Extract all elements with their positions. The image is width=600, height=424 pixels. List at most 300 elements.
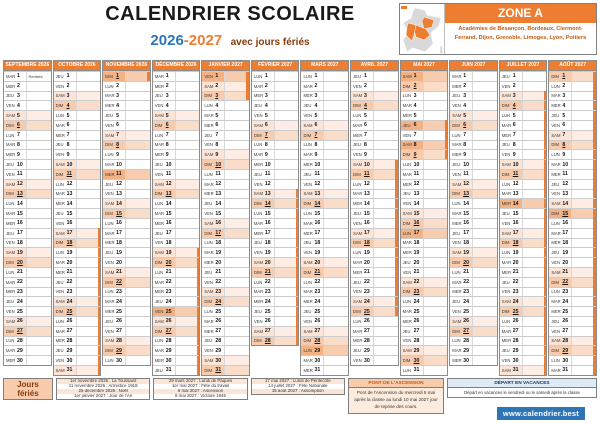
day-row	[401, 296, 448, 306]
day-number: 29	[66, 347, 73, 354]
day-note	[224, 111, 249, 120]
day-number: 3	[165, 92, 169, 99]
day-note	[76, 346, 101, 355]
day-note	[125, 278, 150, 287]
day-note	[522, 307, 547, 316]
day-row	[351, 316, 398, 326]
day-abbrev: LUN	[154, 132, 164, 138]
day-row	[549, 365, 596, 375]
day-number: 10	[463, 161, 469, 168]
day-note	[224, 92, 249, 101]
day-number: 30	[413, 357, 420, 364]
day-number: 7	[562, 132, 566, 139]
day-abbrev: MAR	[452, 73, 462, 79]
holidays-column-3	[251, 378, 345, 395]
day-note	[423, 288, 448, 297]
day-note	[274, 150, 299, 159]
day-number: 22	[215, 279, 222, 286]
day-abbrev: MAR	[551, 367, 561, 373]
day-number: 12	[17, 181, 23, 188]
day-number: 18	[66, 239, 73, 246]
day-row	[153, 198, 200, 208]
day-row	[450, 110, 497, 120]
day-row	[500, 267, 547, 277]
day-note	[274, 209, 299, 218]
vacation-bar	[197, 248, 200, 257]
day-number: 19	[512, 249, 519, 256]
day-note	[323, 101, 348, 110]
day-note	[125, 297, 150, 306]
day-number: 18	[413, 239, 420, 246]
day-number: 12	[215, 181, 222, 188]
day-number: 29	[413, 347, 420, 354]
day-number: 30	[463, 357, 469, 364]
vacation-bar	[593, 111, 596, 120]
vacation-bar	[593, 199, 596, 208]
day-number: 19	[215, 249, 222, 256]
day-note	[224, 170, 249, 179]
day-abbrev: MAR	[154, 142, 165, 148]
day-row	[103, 179, 150, 189]
day-note	[423, 170, 448, 179]
day-note	[373, 150, 398, 159]
day-number: 22	[463, 279, 469, 286]
day-number: 15	[215, 210, 222, 217]
day-note	[571, 288, 596, 297]
day-abbrev: JEU	[105, 250, 114, 256]
day-number: 13	[314, 190, 321, 197]
day-number: 22	[264, 279, 271, 286]
vacation-bar	[197, 326, 200, 335]
day-note	[76, 307, 101, 316]
day-number: 7	[116, 132, 120, 139]
vacation-bar	[593, 130, 596, 139]
day-note	[175, 150, 200, 159]
day-note	[175, 337, 200, 346]
day-abbrev: MER	[154, 152, 165, 158]
day-abbrev: VEN	[551, 191, 560, 197]
day-number: 29	[463, 347, 469, 354]
day-abbrev: SAM	[6, 318, 16, 324]
day-note	[423, 209, 448, 218]
day-row	[401, 228, 448, 238]
day-number: 15	[165, 210, 172, 217]
day-row	[351, 149, 398, 159]
day-note	[26, 258, 51, 267]
day-number: 30	[116, 357, 122, 364]
day-row	[252, 218, 299, 228]
day-row	[153, 306, 200, 316]
day-abbrev: DIM	[6, 191, 14, 197]
day-row	[252, 159, 299, 169]
day-number: 1	[314, 73, 318, 80]
day-row	[450, 218, 497, 228]
day-row	[450, 355, 497, 365]
day-row	[500, 149, 547, 159]
day-number: 22	[165, 279, 172, 286]
day-note	[571, 141, 596, 150]
day-row	[351, 91, 398, 101]
day-abbrev: JEU	[6, 162, 14, 168]
day-number: 23	[512, 288, 519, 295]
day-note	[472, 82, 497, 91]
day-row	[401, 336, 448, 346]
day-abbrev: SAM	[303, 260, 313, 266]
day-row	[401, 91, 448, 101]
day-abbrev: VEN	[6, 103, 15, 109]
vacation-bar	[98, 238, 101, 247]
day-number: 7	[215, 132, 219, 139]
day-note	[472, 317, 497, 326]
day-note	[522, 101, 547, 110]
day-number: 15	[562, 210, 569, 217]
day-abbrev: JEU	[154, 367, 163, 373]
day-number: 26	[314, 318, 321, 325]
day-note	[26, 199, 51, 208]
day-row	[301, 169, 348, 179]
day-note	[26, 150, 51, 159]
day-row	[54, 100, 101, 110]
day-note	[522, 337, 547, 346]
day-abbrev: VEN	[55, 289, 65, 295]
day-abbrev: LUN	[204, 309, 213, 315]
day-note	[26, 337, 51, 346]
day-abbrev: DIM	[154, 260, 163, 266]
day-row	[202, 267, 249, 277]
day-number: 24	[512, 298, 519, 305]
day-number: 13	[562, 190, 569, 197]
day-row	[153, 365, 200, 375]
day-row	[202, 208, 249, 218]
day-number: 28	[364, 337, 370, 344]
day-note	[472, 297, 497, 306]
vacation-bar	[593, 218, 596, 227]
day-row	[549, 110, 596, 120]
day-note	[125, 209, 150, 218]
vacation-bar	[593, 228, 596, 237]
day-abbrev: SAM	[6, 113, 16, 119]
day-abbrev: JEU	[353, 73, 361, 79]
day-note	[323, 278, 348, 287]
zone-box	[399, 3, 597, 55]
day-row	[103, 326, 150, 336]
day-number: 11	[463, 171, 469, 178]
day-row	[103, 110, 150, 120]
day-number: 16	[562, 220, 569, 227]
day-abbrev: SAM	[551, 338, 561, 344]
day-abbrev: DIM	[204, 230, 212, 236]
day-number: 20	[562, 259, 569, 266]
day-number: 16	[17, 220, 23, 227]
day-note	[175, 111, 200, 120]
day-number: 20	[364, 259, 370, 266]
holiday-entry: 29 mars 2027 : Lundi de Pâques	[154, 379, 246, 384]
day-abbrev: VEN	[154, 240, 164, 246]
day-number: 18	[512, 239, 519, 246]
day-row	[351, 110, 398, 120]
day-row	[4, 149, 51, 159]
day-note	[472, 248, 497, 257]
day-row	[153, 179, 200, 189]
day-note	[224, 82, 249, 91]
day-note	[76, 337, 101, 346]
day-abbrev: VEN	[551, 328, 560, 334]
day-abbrev: VEN	[204, 142, 213, 148]
day-number: 6	[165, 122, 169, 129]
day-abbrev: LUN	[551, 83, 560, 89]
month-column	[53, 60, 102, 376]
day-abbrev: LUN	[551, 220, 560, 226]
day-row	[252, 169, 299, 179]
day-abbrev: MER	[204, 122, 214, 128]
day-note	[76, 258, 101, 267]
day-row	[252, 238, 299, 248]
day-abbrev: SAM	[253, 328, 263, 334]
day-row	[401, 140, 448, 150]
vacation-bar	[593, 189, 596, 198]
day-note	[373, 141, 398, 150]
day-abbrev: DIM	[6, 328, 14, 334]
day-row	[202, 81, 249, 91]
vacation-bar	[395, 297, 398, 306]
day-row	[301, 198, 348, 208]
day-abbrev: JEU	[402, 260, 411, 266]
day-abbrev: MAR	[452, 348, 462, 354]
day-row	[500, 130, 547, 140]
page-title: CALENDRIER SCOLAIRE	[105, 3, 355, 25]
day-number: 9	[264, 151, 268, 158]
day-row	[301, 189, 348, 199]
day-number: 1	[215, 73, 219, 80]
vacation-bar	[395, 228, 398, 237]
day-note	[522, 239, 547, 248]
day-abbrev: JEU	[253, 240, 262, 246]
day-row	[450, 189, 497, 199]
day-number: 22	[364, 279, 370, 286]
day-row	[4, 130, 51, 140]
day-number: 8	[116, 141, 120, 148]
vacation-bar	[544, 111, 547, 120]
day-abbrev: MER	[6, 220, 16, 226]
day-row	[202, 149, 249, 159]
day-number: 17	[116, 230, 122, 237]
day-number: 16	[66, 220, 73, 227]
day-row	[54, 287, 101, 297]
day-number: 3	[116, 92, 120, 99]
day-abbrev: MAR	[303, 289, 313, 295]
day-abbrev: MER	[551, 309, 561, 315]
day-note	[323, 219, 348, 228]
day-abbrev: MER	[501, 269, 512, 275]
day-number: 26	[17, 318, 23, 325]
day-number: 6	[562, 122, 566, 129]
vacation-bar	[197, 258, 200, 267]
day-number: 17	[463, 230, 469, 237]
day-number: 22	[17, 279, 23, 286]
day-abbrev: VEN	[303, 250, 313, 256]
day-number: 7	[17, 132, 20, 139]
day-abbrev: MER	[55, 338, 65, 344]
day-row	[549, 81, 596, 91]
day-note	[571, 150, 596, 159]
day-row	[301, 91, 348, 101]
day-abbrev: VEN	[402, 338, 412, 344]
day-row	[4, 179, 51, 189]
day-note	[175, 288, 200, 297]
day-note	[472, 239, 497, 248]
day-note	[274, 229, 299, 238]
day-number: 15	[413, 210, 420, 217]
day-row	[301, 130, 348, 140]
day-abbrev: MAR	[402, 309, 412, 315]
day-note	[472, 337, 497, 346]
day-note	[125, 258, 150, 267]
day-number: 25	[364, 308, 370, 315]
day-row	[153, 120, 200, 130]
day-note	[224, 258, 249, 267]
day-number: 27	[116, 328, 122, 335]
day-abbrev: SAM	[551, 201, 561, 207]
day-abbrev: MER	[353, 338, 363, 344]
day-number: 20	[116, 259, 122, 266]
day-number: 8	[165, 141, 169, 148]
day-number: 18	[314, 239, 321, 246]
day-number: 13	[463, 190, 469, 197]
day-abbrev: MAR	[253, 289, 264, 295]
day-abbrev: SAM	[6, 181, 16, 187]
day-note	[323, 297, 348, 306]
day-row	[103, 336, 150, 346]
day-row	[450, 169, 497, 179]
day-note	[423, 356, 448, 365]
day-abbrev: SAM	[55, 230, 65, 236]
day-note	[175, 121, 200, 130]
day-row	[103, 198, 150, 208]
day-row	[450, 159, 497, 169]
day-number: 31	[314, 367, 321, 374]
day-number: 15	[463, 210, 469, 217]
day-number: 21	[512, 269, 519, 276]
vacation-bar	[544, 336, 547, 345]
day-note	[224, 346, 249, 355]
day-number: 31	[512, 367, 519, 374]
day-number: 1	[264, 73, 268, 80]
day-number: 20	[165, 259, 172, 266]
day-row	[450, 287, 497, 297]
day-number: 26	[562, 318, 569, 325]
day-number: 28	[116, 337, 122, 344]
day-abbrev: JEU	[501, 211, 510, 217]
day-note	[373, 297, 398, 306]
day-number: 5	[314, 112, 318, 119]
day-row	[301, 218, 348, 228]
day-note	[472, 141, 497, 150]
day-number: 11	[264, 171, 271, 178]
day-row	[54, 169, 101, 179]
day-number: 10	[17, 161, 23, 168]
day-note	[175, 170, 200, 179]
day-abbrev: MAR	[253, 152, 264, 158]
ascension-bridge-box	[348, 378, 444, 414]
day-number: 27	[264, 328, 271, 335]
day-abbrev: VEN	[204, 73, 213, 79]
day-number: 30	[314, 357, 321, 364]
day-number: 13	[512, 190, 519, 197]
month-header: MAI 2027	[401, 61, 448, 71]
day-abbrev: DIM	[402, 220, 411, 226]
day-note	[274, 180, 299, 189]
day-note	[175, 239, 200, 248]
day-abbrev: MAR	[501, 191, 512, 197]
day-row	[4, 91, 51, 101]
day-number: 6	[116, 122, 120, 129]
day-row	[500, 110, 547, 120]
day-abbrev: JEU	[551, 250, 560, 256]
day-abbrev: JEU	[204, 338, 213, 344]
day-note	[373, 121, 398, 130]
day-note	[323, 317, 348, 326]
day-abbrev: VEN	[452, 171, 461, 177]
day-number: 6	[364, 122, 367, 129]
vacation-bar	[296, 267, 299, 276]
day-row	[103, 208, 150, 218]
day-abbrev: VEN	[353, 220, 362, 226]
month-column	[400, 60, 449, 376]
day-row	[549, 159, 596, 169]
month-header: AVRIL 2027	[351, 61, 398, 71]
day-row	[301, 306, 348, 316]
day-row	[450, 149, 497, 159]
day-row	[153, 91, 200, 101]
day-note	[423, 111, 448, 120]
day-abbrev: SAM	[253, 122, 263, 128]
day-note	[125, 82, 150, 91]
day-note	[522, 219, 547, 228]
day-note	[323, 72, 348, 81]
day-note	[224, 141, 249, 150]
day-number: 23	[264, 288, 271, 295]
day-abbrev: VEN	[204, 279, 213, 285]
departure-text: Départ en vacances le vendredi ou le samedi après la classe	[464, 390, 580, 395]
day-abbrev: MER	[204, 260, 214, 266]
day-number: 10	[215, 161, 222, 168]
day-number: 4	[463, 102, 467, 109]
day-row	[54, 267, 101, 277]
day-note	[224, 101, 249, 110]
day-row	[450, 306, 497, 316]
vacation-bar	[593, 258, 596, 267]
day-abbrev: VEN	[55, 83, 65, 89]
day-abbrev: LUN	[303, 211, 312, 217]
day-abbrev: JEU	[55, 211, 64, 217]
day-abbrev: MER	[6, 289, 16, 295]
day-abbrev: DIM	[452, 260, 460, 266]
day-row	[500, 345, 547, 355]
day-abbrev: SAM	[55, 299, 65, 305]
vacation-bar	[593, 160, 596, 169]
website-link[interactable]: www.calendrier.best	[497, 407, 585, 420]
day-number: 1	[463, 73, 467, 80]
day-row	[450, 238, 497, 248]
vacation-bar	[544, 267, 547, 276]
day-number: 26	[264, 318, 271, 325]
day-row	[450, 179, 497, 189]
day-number: 22	[413, 279, 420, 286]
day-abbrev: MAR	[303, 220, 313, 226]
day-note	[26, 297, 51, 306]
day-row	[153, 287, 200, 297]
day-row	[401, 257, 448, 267]
